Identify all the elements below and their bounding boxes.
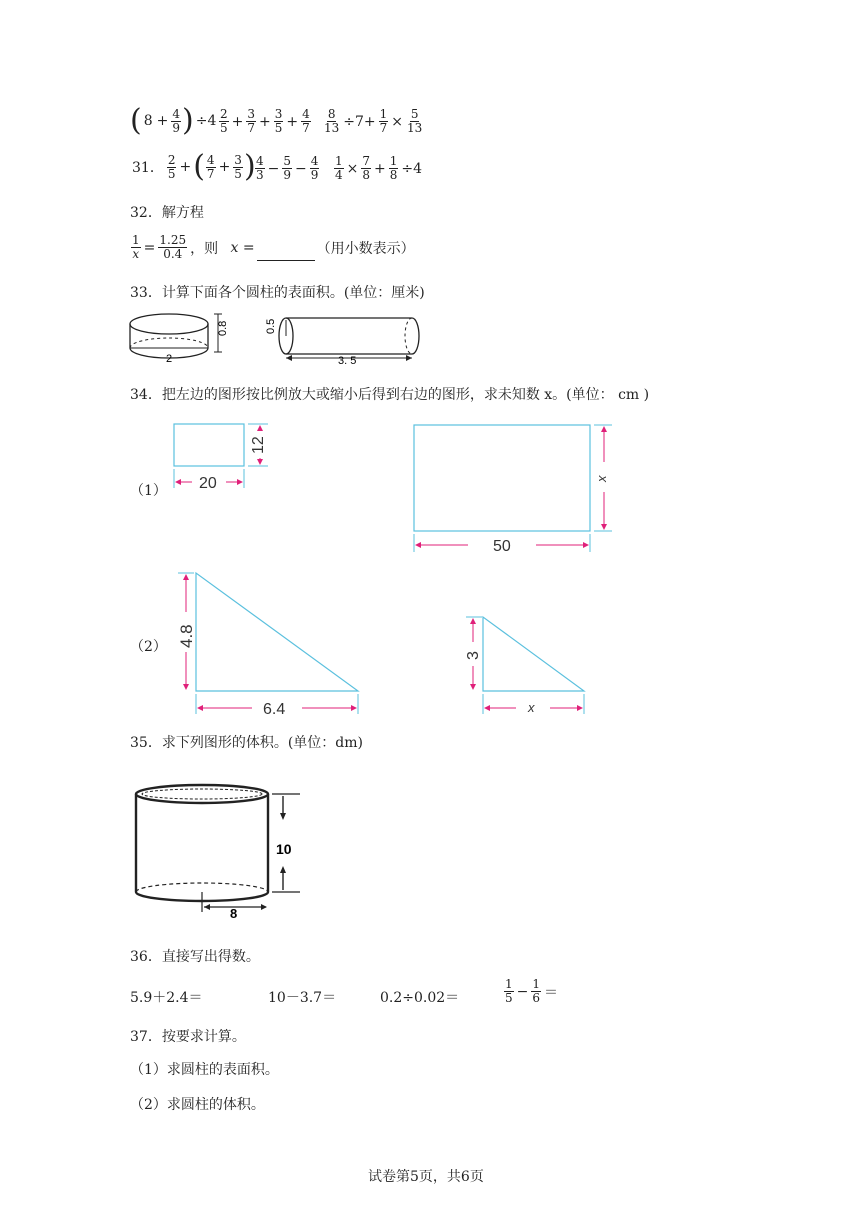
q32-answer-blank[interactable]: [257, 246, 315, 261]
q34-p1-big-height: x: [594, 475, 609, 482]
q36-title: 36．直接写出得数。: [130, 949, 260, 965]
q32-equation: $\frac{1}{x}$ = $\frac{1.25}{0.4}$ ，则 x = （用小数表示）: [132, 233, 415, 261]
q35-title: 35．求下列图形的体积。(单位：dm): [130, 735, 363, 751]
q36-expr-2: 10－3.7＝: [268, 990, 337, 1006]
q33-c2-length: 3. 5: [338, 355, 357, 366]
q34-big-triangle: [177, 573, 358, 718]
q30-expr-3: $\frac{8}{13}$ ÷7+ $\frac{1}{7}$ × $\frac{5}{13}$: [324, 107, 423, 135]
q34-small-rectangle: [174, 424, 268, 492]
q31-expr-3: $\frac{1}{4}$ × $\frac{7}{8}$ + $\frac{1}{8}$ ÷4: [335, 154, 423, 182]
q33-title: 33．计算下面各个圆柱的表面积。(单位：厘米): [130, 285, 425, 301]
q33-cylinder-1: [130, 314, 229, 365]
q37-title: 37．按要求计算。: [130, 1029, 246, 1045]
q37-sub-2: （2）求圆柱的体积。: [130, 1097, 265, 1113]
q34-part1-label: （1）: [130, 483, 167, 499]
q35-cylinder: [130, 780, 310, 922]
q30-expr-2: $\frac{2}{5}$ + $\frac{3}{7}$ + $\frac{3}{5}$ + $\frac{4}{7}$: [220, 107, 310, 135]
q34-title: 34．把左边的图形按比例放大或缩小后得到右边的图形，求未知数 x。(单位： cm ): [130, 387, 650, 403]
q33-c1-diameter: 2: [166, 353, 173, 365]
q36-expr-4: $\frac{1}{5}$ − $\frac{1}{6}$ ＝: [505, 977, 559, 1005]
q36-expr-1: 5.9＋2.4＝: [130, 990, 203, 1006]
q33-figures: [126, 306, 436, 366]
q34-p2-width: 6.4: [263, 701, 286, 718]
q35-radius: 8: [230, 906, 238, 921]
q37-sub-1: （1）求圆柱的表面积。: [130, 1062, 279, 1078]
q34-p2-small-height: 3: [465, 651, 482, 660]
page-footer: 试卷第5页，共6页: [368, 1169, 484, 1185]
q32-title: 32．解方程: [130, 205, 204, 221]
q34-p1-big-width: 50: [493, 538, 511, 555]
q34-p1-width: 20: [199, 475, 217, 492]
q34-p2-height: 4.8: [177, 624, 196, 648]
q36-expr-3: 0.2÷0.02＝: [380, 990, 460, 1006]
q33-c1-height: 0.8: [217, 320, 229, 336]
q31-expr-2: $\frac{4}{3}$ − $\frac{5}{9}$ − $\frac{4}{9}$: [256, 154, 319, 182]
q31-expr-1: 31． $\frac{2}{5}$ +( $\frac{4}{7}$ + $\frac{3}{5}$ ): [132, 149, 256, 184]
q34-part2-label: （2）: [130, 639, 167, 655]
q34-small-triangle: [465, 617, 584, 715]
q34-big-rectangle: [414, 425, 612, 555]
q30-expr-1: ( 8 + $\frac{4}{9}$ ) ÷4: [130, 103, 217, 138]
q34-figures: [160, 416, 630, 726]
q33-c2-diameter: 0.5: [265, 318, 277, 334]
q35-height: 10: [276, 841, 292, 857]
q33-cylinder-2: [265, 318, 419, 366]
q34-p1-height: 12: [250, 436, 267, 454]
q34-p2-small-width: x: [528, 700, 535, 715]
